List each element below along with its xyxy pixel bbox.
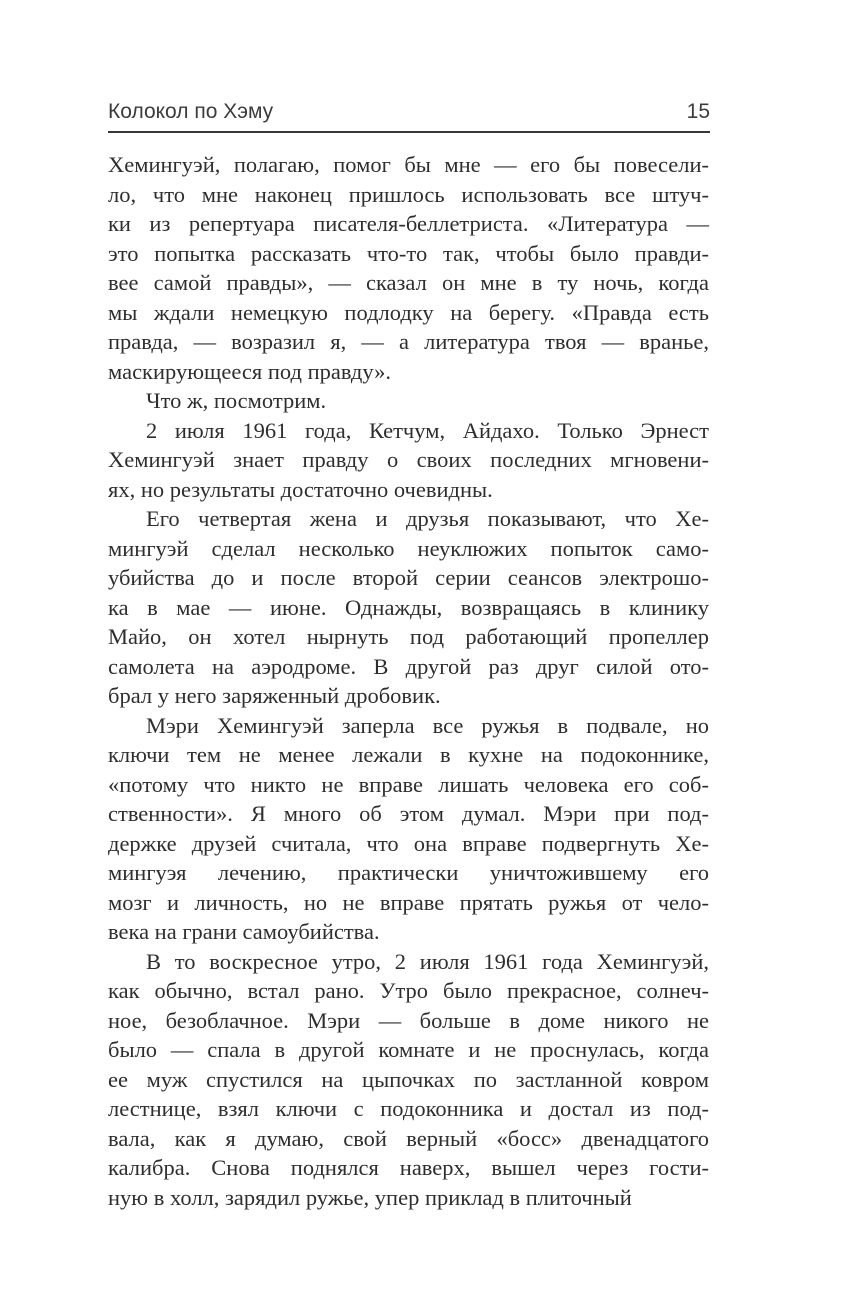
text-line: мозг и личность, но не вправе прятать ружья от чело- <box>108 889 709 915</box>
text-line: убийства до и после второй серии сеансов электрошо- <box>108 565 709 590</box>
text-line: ки из репертуара писателя-беллетриста. «Литература — <box>108 211 709 236</box>
text-line: мингуэй сделал несколько неуклюжих попыток само- <box>108 535 709 561</box>
text-line: ную в холл, зарядил ружье, упер приклад в плиточный <box>108 1184 632 1210</box>
text-line: было — спала в другой комнате и не проснулась, когда <box>108 1037 709 1062</box>
text-line: века на грани самоубийства. <box>108 919 380 944</box>
text-line: Хемингуэй знает правду о своих последних мгновени- <box>108 447 709 472</box>
text-line: Хемингуэй, полагаю, помог бы мне — его бы повесели- <box>108 152 709 177</box>
text-line: ее муж спустился на цыпочках по застланной ковром <box>108 1066 709 1092</box>
text-line: мингуэя лечению, практически уничтожившему его <box>108 860 709 885</box>
page-number: 15 <box>686 100 710 123</box>
text-line: брал у него заряженный дробовик. <box>108 683 441 708</box>
paragraph <box>108 386 709 416</box>
text-line: Майо, он хотел нырнуть под работающий пропеллер <box>108 624 709 649</box>
text-line: Его четвертая жена и друзья показывают, что Хе- <box>146 506 709 531</box>
paragraph <box>108 416 709 505</box>
text-line: Мэри Хемингуэй заперла все ружья в подвале, но <box>146 712 709 738</box>
body-text <box>108 150 709 1212</box>
text-line: самолета на аэродроме. В другой раз друг силой ото- <box>108 653 709 679</box>
text-line: 2 июля 1961 года, Кетчум, Айдахо. Только Эрнест <box>146 417 709 443</box>
paragraph <box>108 504 709 711</box>
paragraph <box>108 947 709 1213</box>
text-line: ло, что мне наконец пришлось использовать все штуч- <box>108 181 709 207</box>
paragraph <box>108 711 709 947</box>
running-title: Колокол по Хэму <box>108 100 274 123</box>
text-line: маскирующееся под правду». <box>108 358 392 384</box>
text-line: вее самой правды», — сказал он мне в ту ночь, когда <box>108 270 709 295</box>
text-line: лестнице, взял ключи с подоконника и достал из под- <box>108 1096 709 1121</box>
text-line: как обычно, встал рано. Утро было прекрасное, солнеч- <box>108 978 709 1003</box>
text-line: ях, но результаты достаточно очевидны. <box>108 476 493 502</box>
page-header <box>108 100 710 133</box>
text-line: ственности». Я много об этом думал. Мэри при под- <box>108 801 709 826</box>
text-line: вала, как я думаю, свой верный «босс» двенадцатого <box>108 1125 709 1151</box>
text-line: калибра. Снова поднялся наверх, вышел через гости- <box>108 1155 709 1180</box>
text-line: В то воскресное утро, 2 июля 1961 года Хемингуэй, <box>146 948 709 974</box>
paragraph <box>108 150 709 386</box>
text-line: ка в мае — июне. Однажды, возвращаясь в клинику <box>108 594 709 620</box>
text-line: держке друзей считала, что она вправе подвергнуть Хе- <box>108 830 709 856</box>
text-line: правда, — возразил я, — а литература твоя — вранье, <box>108 329 709 354</box>
text-line: «потому что никто не вправе лишать человека его соб- <box>108 771 709 797</box>
text-line: это попытка рассказать что-то так, чтобы было правди- <box>108 240 709 266</box>
text-line: ное, безоблачное. Мэри — больше в доме никого не <box>108 1007 709 1033</box>
text-line: ключи тем не менее лежали в кухне на подоконнике, <box>108 742 709 767</box>
text-line: Что ж, посмотрим. <box>146 388 327 413</box>
text-line: мы ждали немецкую подлодку на берегу. «Правда есть <box>108 299 709 325</box>
